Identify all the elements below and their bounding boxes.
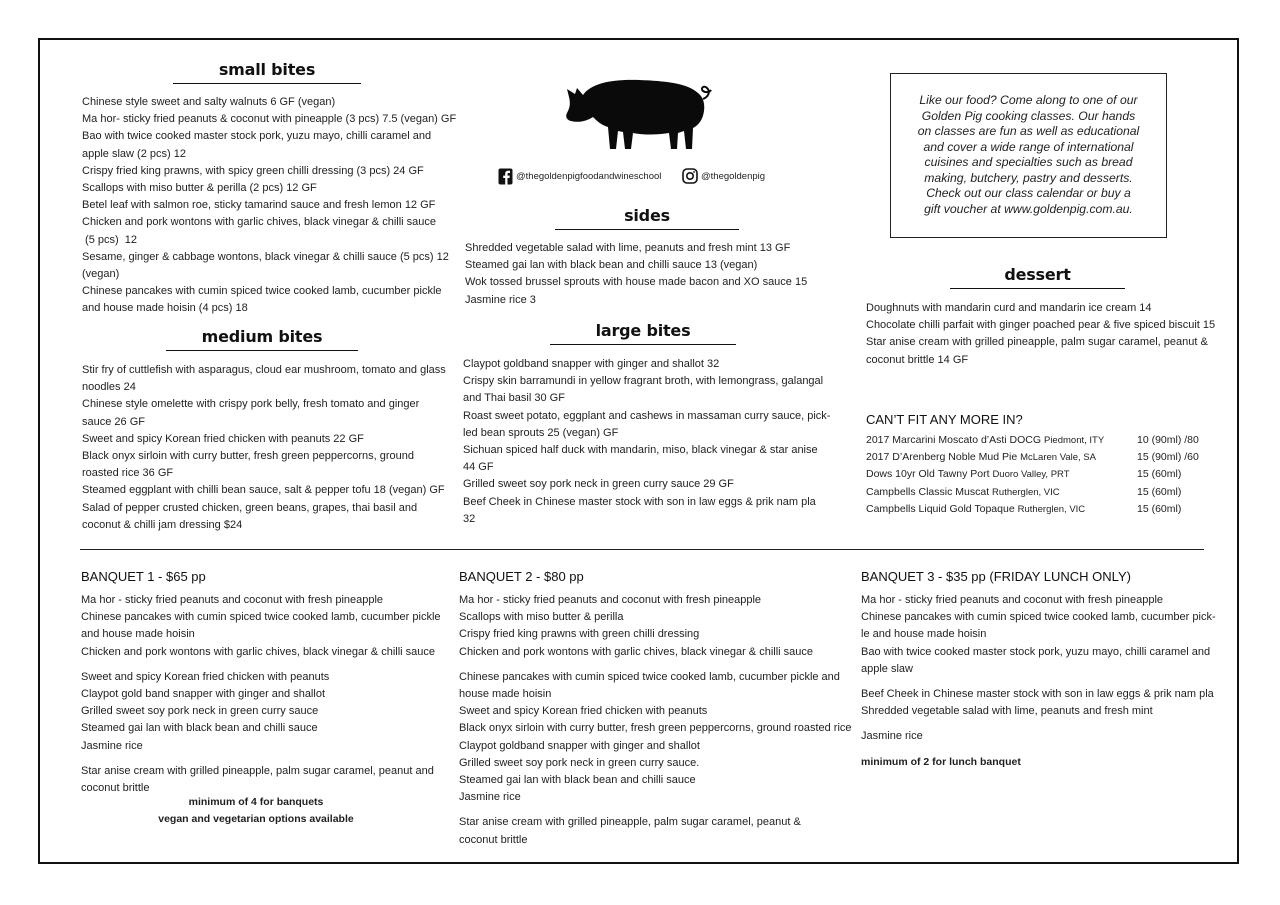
list-item: Scallops with miso butter & perilla (2 pcs) 12 GF	[82, 182, 317, 195]
list-item: Chicken and pork wontons with garlic chives, black vinegar & chilli sauce	[81, 645, 436, 658]
list-item: Steamed gai lan with black bean and chilli sauce	[459, 774, 696, 787]
large-bites-heading	[550, 321, 736, 345]
list-item: Crispy skin barramundi in yellow fragrant broth, with lemongrass, galangal	[463, 375, 824, 388]
dessert-wine-title: CAN’T FIT ANY MORE IN?	[866, 412, 1023, 427]
list-item: Star anise cream with grilled pineapple, palm sugar caramel, peanut and	[81, 764, 434, 777]
list-item: Chinese pancakes with cumin spiced twice cooked lamb, cucumber pick-	[861, 611, 1216, 624]
list-item: Chinese pancakes with cumin spiced twice cooked lamb, cucumber pickle and	[459, 670, 840, 683]
wine-price: 15 (90ml) /60	[1137, 451, 1199, 464]
wine-row	[866, 484, 1216, 501]
medium-bites-title: medium bites	[201, 327, 323, 346]
sides-list	[465, 240, 845, 309]
list-item: Claypot gold band snapper with ginger and shallot	[81, 688, 325, 701]
list-item: Star anise cream with grilled pineapple, palm sugar caramel, peanut &	[866, 336, 1208, 349]
promo-line: Like our food? Come along to one of our	[919, 93, 1138, 107]
dietary-note: vegan and vegetarian options available	[158, 813, 354, 826]
banquet-minimum-note	[81, 794, 431, 828]
wine-name: 2017 D’Arenberg Noble Mud Pie	[866, 451, 1021, 464]
banquet-3-title: BANQUET 3 - $35 pp (FRIDAY LUNCH ONLY)	[861, 569, 1131, 584]
medium-bites-list	[82, 362, 462, 534]
sides-title: sides	[624, 206, 670, 225]
list-item: roasted rice 36 GF	[82, 467, 174, 480]
list-item: coconut brittle	[81, 782, 150, 795]
pig-logo-icon	[565, 75, 715, 153]
promo-line: and cover a wide range of international	[923, 139, 1134, 154]
list-item: Chinese pancakes with cumin spiced twice cooked lamb, cucumber pickle	[82, 285, 442, 298]
list-item: apple slaw (2 pcs) 12	[82, 147, 186, 160]
promo-line: Golden Pig cooking classes. Our hands	[921, 108, 1136, 123]
dessert-list	[866, 300, 1226, 369]
wine-row	[866, 501, 1216, 518]
instagram-icon	[682, 168, 698, 184]
list-item: Sesame, ginger & cabbage wontons, black vinegar & chilli sauce (5 pcs) 12	[82, 250, 449, 263]
wine-name: Campbells Classic Muscat	[866, 485, 993, 498]
list-item: sauce 26 GF	[82, 415, 145, 428]
facebook-handle-text: @thegoldenpigfoodandwineschool	[516, 171, 662, 182]
list-item: Betel leaf with salmon roe, sticky tamarind sauce and fresh lemon 12 GF	[82, 199, 436, 212]
promo-line: on classes are fun as well as educational	[917, 124, 1140, 138]
list-item: and Thai basil 30 GF	[463, 392, 565, 405]
facebook-icon	[498, 168, 513, 185]
promo-line: cuisines and specialties such as bread	[924, 155, 1133, 169]
promo-line: making, butchery, pastry and desserts.	[924, 170, 1133, 185]
wine-region: Duoro Valley, PRT	[992, 469, 1070, 481]
list-item: noodles 24	[82, 381, 136, 394]
list-item: Jasmine rice 3	[465, 293, 536, 306]
list-item: Black onyx sirloin with curry butter, fresh green peppercorns, ground	[82, 450, 414, 463]
list-item: Claypot goldband snapper with ginger and shallot 32	[463, 358, 720, 370]
list-item: Chinese style sweet and salty walnuts 6 GF (vegan)	[82, 96, 336, 108]
wine-price: 15 (60ml)	[1137, 468, 1182, 481]
list-item: and house made hoisin	[81, 628, 195, 641]
list-item: coconut brittle	[459, 833, 528, 846]
wine-region: Piedmont, ITY	[1043, 435, 1105, 446]
large-bites-list	[463, 356, 838, 528]
wine-region: Rutherglen, VIC	[992, 486, 1060, 498]
list-item: and house made hoisin (4 pcs) 18	[82, 302, 248, 315]
dessert-heading	[950, 265, 1125, 289]
list-item: le and house made hoisin	[861, 628, 987, 641]
minimum-note: minimum of 4 for banquets	[188, 796, 324, 808]
list-item: Chicken and pork wontons with garlic chives, black vinegar & chilli sauce	[82, 216, 437, 229]
list-item: Steamed eggplant with chilli bean sauce, salt & pepper tofu 18 (vegan) GF	[82, 484, 445, 497]
wine-region: McLaren Vale, SA	[1020, 452, 1096, 464]
list-item: Ma hor- sticky fried peanuts & coconut with pineapple (3 pcs) 7.5 (vegan) GF	[82, 113, 457, 126]
wine-row	[866, 432, 1216, 449]
list-item: Ma hor - sticky fried peanuts and coconut with fresh pineapple	[459, 594, 762, 606]
list-item: Crispy fried king prawns with green chilli dressing	[459, 628, 700, 641]
list-item: Sweet and spicy Korean fried chicken with peanuts 22 GF	[82, 432, 364, 445]
wine-name: Dows 10yr Old Tawny Port	[866, 468, 993, 481]
list-item: Doughnuts with mandarin curd and mandarin ice cream 14	[866, 302, 1152, 314]
wine-name: 2017 Marcarini Moscato d’Asti DOCG	[866, 434, 1044, 446]
list-item: Steamed gai lan with black bean and chilli sauce 13 (vegan)	[465, 259, 758, 272]
list-item: Steamed gai lan with black bean and chilli sauce	[81, 722, 318, 735]
list-item: Crispy fried king prawns, with spicy green chilli dressing (3 pcs) 24 GF	[82, 164, 424, 177]
list-item: Scallops with miso butter & perilla	[459, 611, 624, 624]
banquet-1-list	[81, 592, 451, 797]
banquet-1-title: BANQUET 1 - $65 pp	[81, 569, 206, 584]
list-item: Stir fry of cuttlefish with asparagus, cloud ear mushroom, tomato and glass	[82, 364, 446, 376]
wine-price: 10 (90ml) /80	[1137, 434, 1199, 446]
list-item: led bean sprouts 25 (vegan) GF	[463, 426, 619, 439]
list-item: (vegan)	[82, 268, 120, 281]
list-item: Salad of pepper crusted chicken, green beans, grapes, thai basil and	[82, 501, 418, 514]
list-item: Black onyx sirloin with curry butter, fresh green peppercorns, ground roasted rice	[459, 722, 852, 735]
small-bites-list	[82, 94, 462, 318]
list-item: Sichuan spiced half duck with mandarin, miso, black vinegar & star anise	[463, 444, 818, 457]
section-divider	[80, 549, 1204, 550]
wine-name: Campbells Liquid Gold Topaque	[866, 502, 1018, 515]
instagram-handle-text: @thegoldenpig	[701, 170, 766, 182]
list-item: Jasmine rice	[459, 791, 521, 804]
list-item: Claypot goldband snapper with ginger and shallot	[459, 739, 700, 752]
instagram-handle[interactable]	[682, 168, 765, 184]
medium-bites-heading	[166, 327, 358, 351]
list-item: Chinese style omelette with crispy pork belly, fresh tomato and ginger	[82, 398, 420, 411]
facebook-handle[interactable]	[498, 168, 661, 185]
list-item: Grilled sweet soy pork neck in green curry sauce.	[459, 756, 700, 769]
list-item: Shredded vegetable salad with lime, peanuts and fresh mint 13 GF	[465, 242, 791, 254]
list-item: house made hoisin	[459, 688, 552, 701]
list-item: Chocolate chilli parfait with ginger poached pear & five spiced biscuit 15	[866, 319, 1216, 332]
list-item: apple slaw	[861, 662, 913, 675]
banquet-2-list	[459, 592, 854, 849]
list-item: Wok tossed brussel sprouts with house made bacon and XO sauce 15	[465, 276, 808, 289]
wine-row	[866, 449, 1216, 466]
list-item: coconut brittle 14 GF	[866, 353, 969, 366]
wine-region: Rutherglen, VIC	[1017, 503, 1086, 515]
banquet-3-list	[861, 592, 1221, 771]
list-item: Sweet and spicy Korean fried chicken with peanuts	[81, 670, 330, 683]
lunch-minimum-note: minimum of 2 for lunch banquet	[861, 755, 1021, 768]
list-item: Beef Cheek in Chinese master stock with son in law eggs & prik nam pla	[861, 688, 1214, 701]
promo-line: gift voucher at www.goldenpig.com.au.	[924, 201, 1133, 216]
promo-line: Check out our class calendar or buy a	[926, 186, 1131, 200]
wine-price: 15 (60ml)	[1137, 485, 1182, 498]
list-item: Beef Cheek in Chinese master stock with son in law eggs & prik nam pla	[463, 495, 816, 508]
sides-heading	[555, 206, 739, 230]
list-item: Jasmine rice	[81, 739, 143, 752]
large-bites-title: large bites	[595, 321, 691, 340]
list-item: Chinese pancakes with cumin spiced twice cooked lamb, cucumber pickle	[81, 611, 441, 624]
list-item: Bao with twice cooked master stock pork, yuzu mayo, chilli caramel and	[82, 130, 432, 143]
small-bites-heading	[173, 60, 361, 84]
wine-price: 15 (60ml)	[1137, 502, 1182, 515]
dessert-title: dessert	[1004, 265, 1071, 284]
list-item: 44 GF	[463, 461, 494, 474]
list-item: Sweet and spicy Korean fried chicken with peanuts	[459, 705, 708, 718]
cooking-class-promo	[890, 73, 1167, 238]
dessert-wine-list	[866, 432, 1216, 518]
list-item: coconut & chilli jam dressing $24	[82, 518, 243, 531]
list-item: Shredded vegetable salad with lime, peanuts and fresh mint	[861, 705, 1153, 718]
list-item: Bao with twice cooked master stock pork, yuzu mayo, chilli caramel and	[861, 645, 1211, 658]
list-item: Ma hor - sticky fried peanuts and coconut with fresh pineapple	[81, 594, 384, 606]
list-item: 32	[463, 512, 476, 525]
list-item: Chicken and pork wontons with garlic chives, black vinegar & chilli sauce	[459, 645, 814, 658]
banquet-2-title: BANQUET 2 - $80 pp	[459, 569, 584, 584]
list-item: Ma hor - sticky fried peanuts and coconut with fresh pineapple	[861, 594, 1164, 606]
list-item: (5 pcs) 12	[82, 233, 138, 246]
list-item: Grilled sweet soy pork neck in green curry sauce 29 GF	[463, 478, 734, 491]
small-bites-title: small bites	[218, 60, 316, 79]
list-item: Roast sweet potato, eggplant and cashews in massaman curry sauce, pick-	[463, 409, 831, 422]
wine-row	[866, 466, 1216, 483]
list-item: Jasmine rice	[861, 730, 923, 743]
list-item: Grilled sweet soy pork neck in green curry sauce	[81, 705, 319, 718]
list-item: Star anise cream with grilled pineapple, palm sugar caramel, peanut &	[459, 816, 801, 829]
